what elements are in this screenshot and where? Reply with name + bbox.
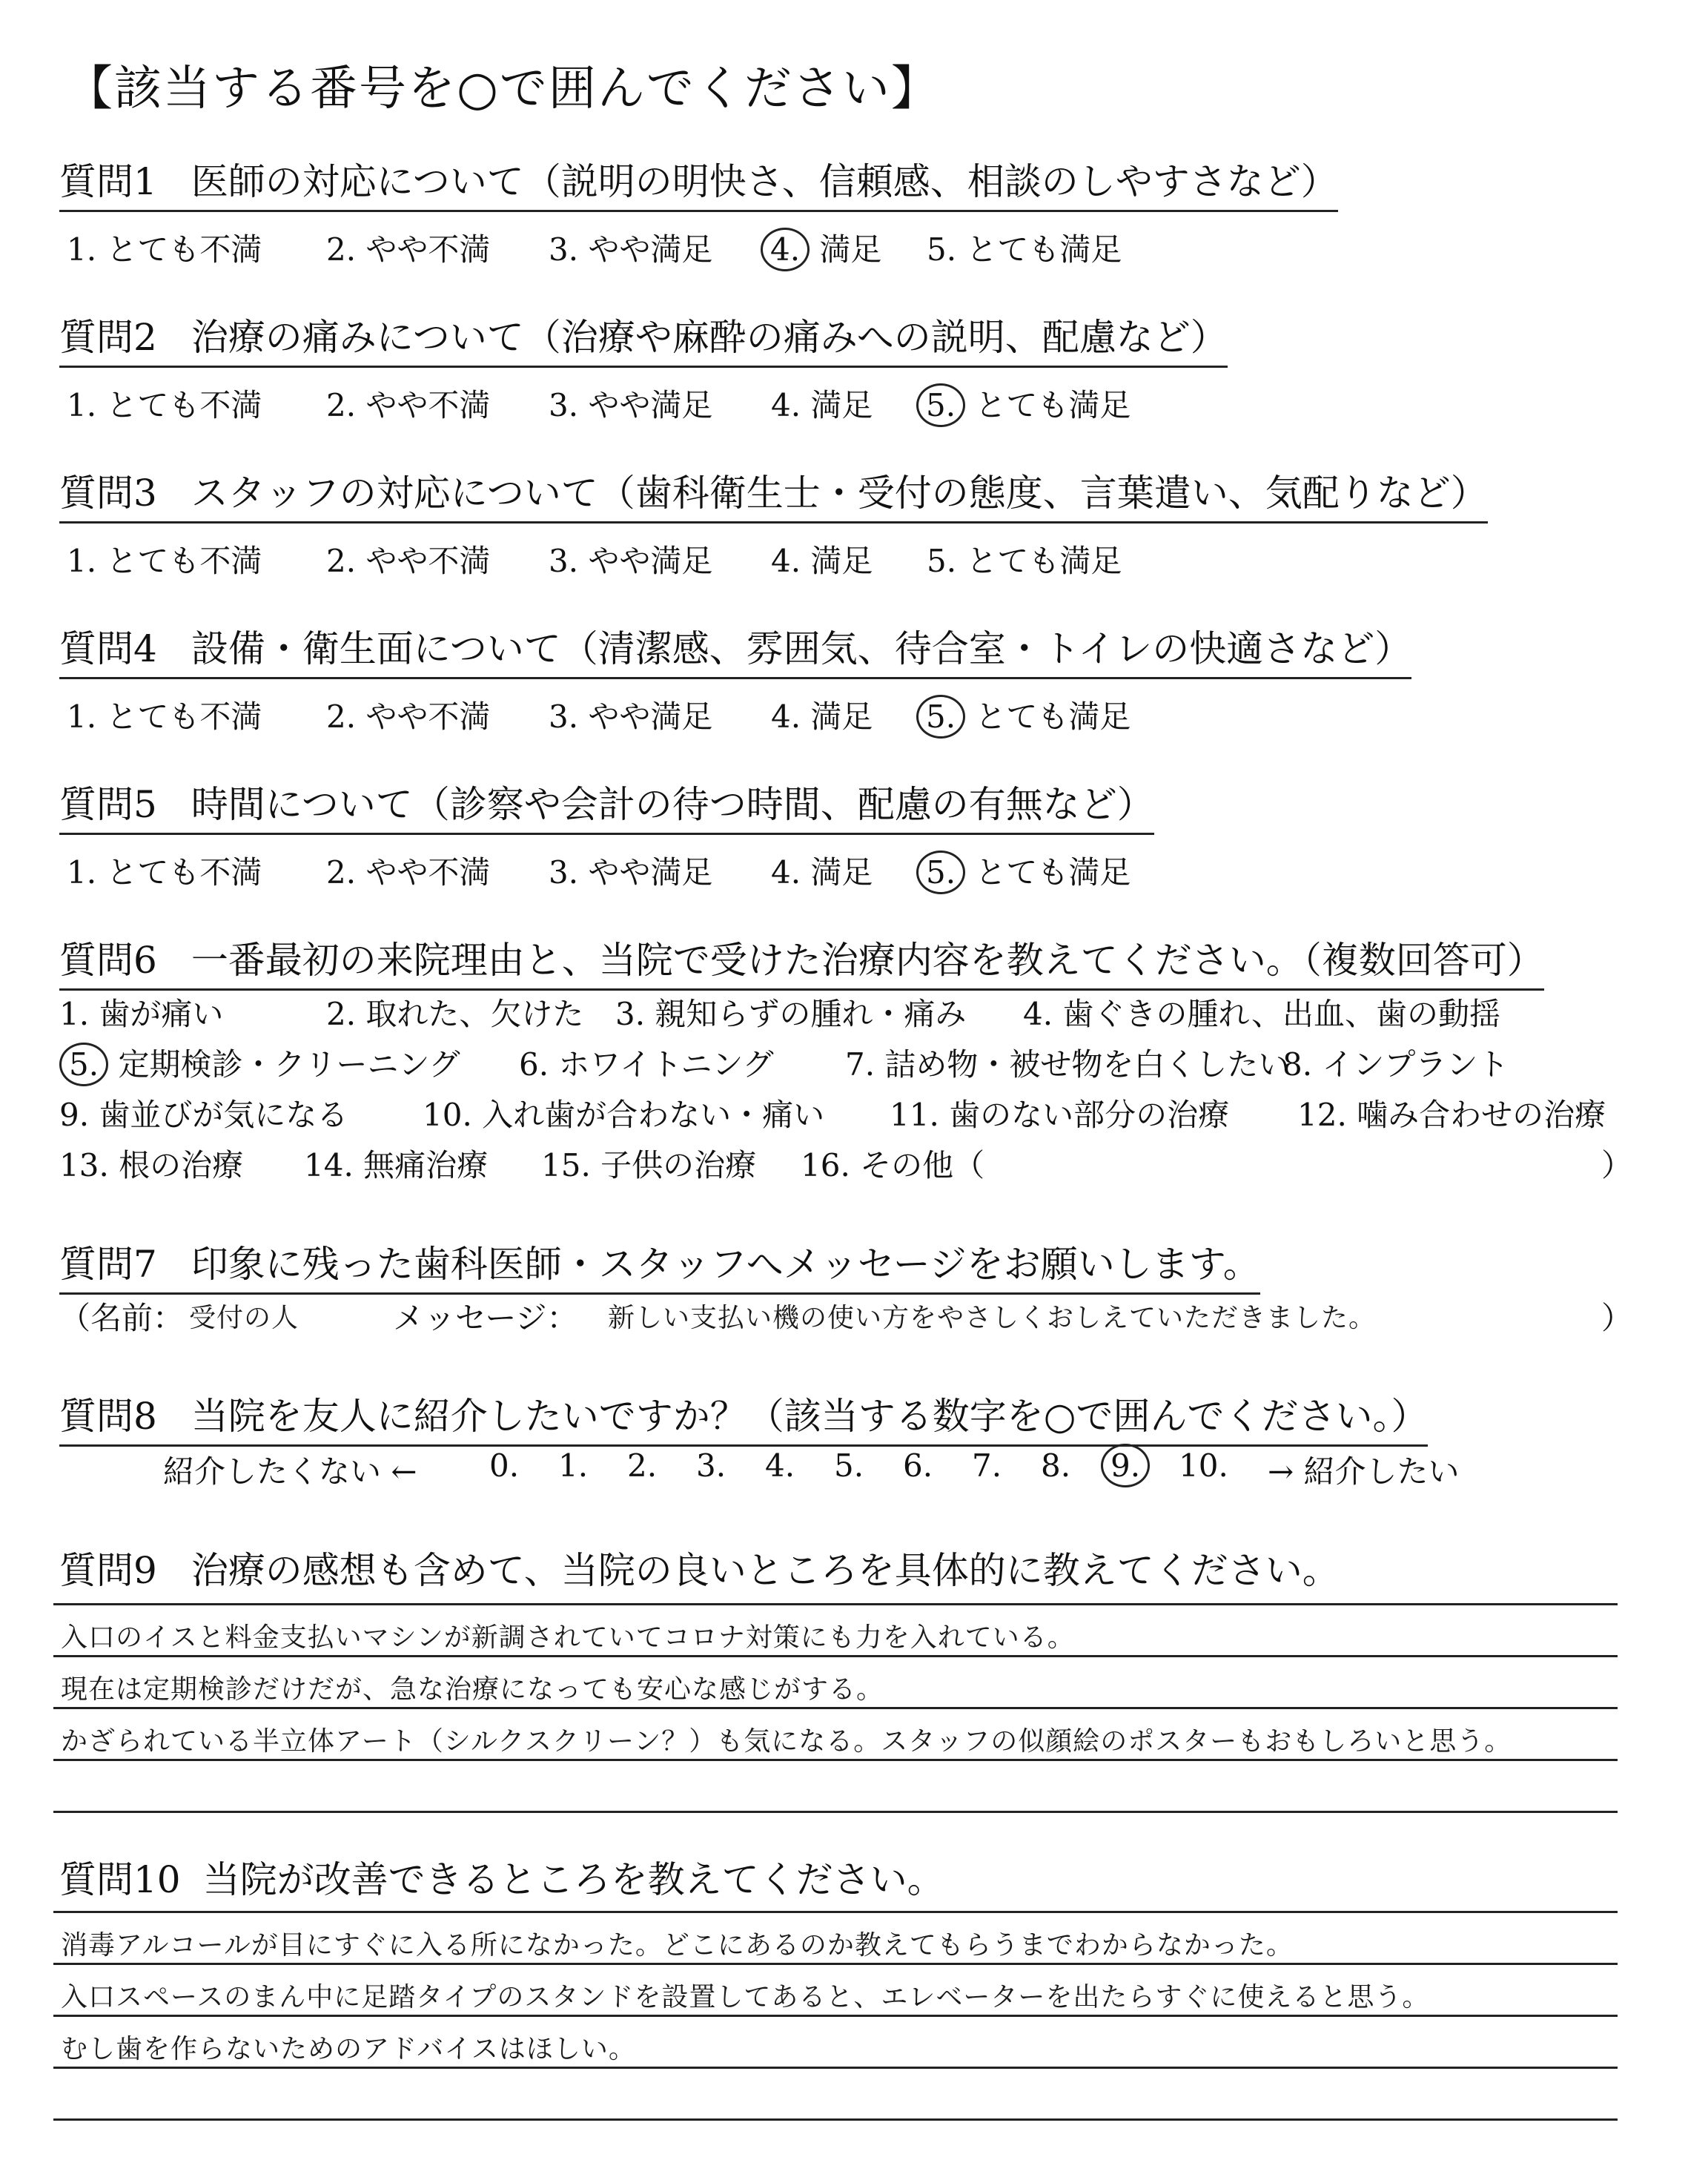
score-5[interactable]: 5. xyxy=(834,1447,864,1484)
circle-mark: 5. xyxy=(916,695,965,739)
question-6-row-3 xyxy=(59,1091,1653,1135)
score-0[interactable]: 0. xyxy=(489,1447,520,1484)
option-14[interactable]: 14. 無痛治療 xyxy=(304,1147,489,1183)
message-label: メッセージ： xyxy=(393,1300,578,1336)
answer-line xyxy=(53,1707,1618,1709)
question-6-text: 一番最初の来院理由と、当院で受けた治療内容を教えてください。（複数回答可） xyxy=(191,939,1544,982)
question-7-number: 質問7 xyxy=(59,1243,157,1286)
option-4[interactable]: 4. 満足 xyxy=(771,225,881,270)
option-2[interactable]: 2. 取れた、欠けた xyxy=(326,996,584,1032)
question-5-number: 質問5 xyxy=(59,783,157,826)
question-10-heading xyxy=(59,1850,944,1903)
left-label: 紹介したくない ← xyxy=(163,1453,417,1490)
option-13[interactable]: 13. 根の治療 xyxy=(59,1147,244,1183)
option-15[interactable]: 15. 子供の治療 xyxy=(541,1147,757,1183)
answer-text: 入口スペースのまん中に足踏タイプのスタンドを設置してあると、エレベーターを出たらすぐに使えると思う。 xyxy=(61,1982,1430,2012)
question-8-text: 当院を友人に紹介したいですか？（該当する数字を○で囲んでください。） xyxy=(191,1395,1429,1438)
score-7[interactable]: 7. xyxy=(972,1447,1002,1484)
score-9[interactable] xyxy=(1101,1447,1150,1484)
answer-line xyxy=(53,1655,1618,1657)
answer-line xyxy=(53,1811,1618,1813)
question-9-heading xyxy=(59,1541,1340,1594)
question-3-text: スタッフの対応について（歯科衛生士・受付の態度、言葉遣い、気配りなど） xyxy=(191,472,1488,515)
question-8-number: 質問8 xyxy=(59,1395,157,1438)
option-4[interactable]: 4. 満足 xyxy=(771,387,873,423)
circle-mark: 4. xyxy=(761,228,810,271)
question-2-text: 治療の痛みについて（治療や麻酔の痛みへの説明、配慮など） xyxy=(191,316,1228,359)
circle-mark: 9. xyxy=(1101,1444,1150,1487)
answer-line xyxy=(53,2118,1618,2121)
question-8 xyxy=(59,1387,1675,1490)
option-5[interactable]: 5. とても満足 xyxy=(927,543,1122,579)
question-7-heading xyxy=(59,1235,1260,1295)
question-2-options xyxy=(59,381,1228,423)
question-4-heading xyxy=(59,619,1411,679)
question-6-number: 質問6 xyxy=(59,939,157,982)
option-3[interactable]: 3. やや満足 xyxy=(549,543,713,579)
option-1[interactable]: 1. とても不満 xyxy=(67,231,262,268)
score-1[interactable]: 1. xyxy=(558,1447,589,1484)
question-10 xyxy=(59,1850,944,1903)
question-10-answer-area[interactable] xyxy=(53,1902,1618,2147)
option-8[interactable]: 8. インプラント xyxy=(1282,1046,1509,1083)
answer-text: 入口のイスと料金支払いマシンが新調されていてコロナ対策にも力を入れている。 xyxy=(61,1622,1075,1653)
option-4[interactable]: 4. 満足 xyxy=(771,698,873,735)
option-5[interactable]: 5. とても満足 xyxy=(927,693,1131,737)
answer-line xyxy=(53,1911,1618,1913)
message-close: ） xyxy=(1601,1300,1633,1336)
answer-line xyxy=(53,1963,1618,1965)
question-3-number: 質問3 xyxy=(59,472,157,515)
option-6[interactable]: 6. ホワイトニング xyxy=(519,1046,774,1083)
option-3[interactable]: 3. やや満足 xyxy=(549,854,713,891)
option-7[interactable]: 7. 詰め物・被せ物を白くしたい xyxy=(845,1046,1290,1083)
option-1[interactable]: 1. とても不満 xyxy=(67,698,262,735)
option-2[interactable]: 2. やや不満 xyxy=(326,543,491,579)
question-6-row-1 xyxy=(59,990,1653,1034)
option-4[interactable]: 4. 満足 xyxy=(771,543,873,579)
question-2-number: 質問2 xyxy=(59,316,157,359)
circle-mark: 5. xyxy=(59,1043,108,1086)
question-9-number: 質問9 xyxy=(59,1549,157,1592)
answer-line xyxy=(53,1603,1618,1605)
score-4[interactable]: 4. xyxy=(765,1447,795,1484)
question-5 xyxy=(59,775,1154,890)
answer-text: 現在は定期検診だけだが、急な治療になっても安心な感じがする。 xyxy=(61,1674,884,1705)
question-5-heading xyxy=(59,775,1154,835)
question-3-heading xyxy=(59,463,1488,524)
question-4-options xyxy=(59,693,1411,734)
option-16[interactable]: 16. その他（ xyxy=(801,1147,985,1183)
score-2[interactable]: 2. xyxy=(627,1447,658,1484)
option-1[interactable]: 1. とても不満 xyxy=(67,543,262,579)
option-2[interactable]: 2. やや不満 xyxy=(326,231,491,268)
question-8-scale xyxy=(59,1447,1675,1492)
question-1-heading xyxy=(59,152,1338,212)
option-3[interactable]: 3. やや満足 xyxy=(549,698,713,735)
score-3[interactable]: 3. xyxy=(696,1447,726,1484)
question-10-number: 質問10 xyxy=(59,1858,181,1901)
question-6-heading xyxy=(59,931,1544,991)
option-4[interactable]: 4. 満足 xyxy=(771,854,873,891)
question-3 xyxy=(59,463,1488,578)
option-12[interactable]: 12. 噛み合わせの治療 xyxy=(1297,1097,1606,1133)
name-label: （名前： xyxy=(59,1300,185,1336)
score-10[interactable]: 10. xyxy=(1179,1447,1228,1484)
circle-mark: 5. xyxy=(916,851,965,894)
question-5-text: 時間について（診察や会計の待つ時間、配慮の有無など） xyxy=(191,783,1154,826)
question-6-row-2 xyxy=(59,1040,1653,1085)
option-3[interactable]: 3. やや満足 xyxy=(549,231,713,268)
option-3[interactable]: 3. やや満足 xyxy=(549,387,713,423)
question-10-text: 当院が改善できるところを教えてください。 xyxy=(202,1858,944,1901)
score-6[interactable]: 6. xyxy=(903,1447,933,1484)
option-3[interactable]: 3. 親知らずの腫れ・痛み xyxy=(615,996,967,1032)
answer-line xyxy=(53,2015,1618,2017)
question-2 xyxy=(59,308,1228,423)
option-16-close: ） xyxy=(1601,1147,1633,1183)
question-4 xyxy=(59,619,1411,734)
answer-text: 消毒アルコールが目にすぐに入る所になかった。どこにあるのか教えてもらうまでわからなかった。 xyxy=(61,1930,1294,1961)
question-3-options xyxy=(59,537,1488,578)
question-6-row-4 xyxy=(59,1141,1653,1186)
option-2[interactable]: 2. やや不満 xyxy=(326,854,491,891)
option-9[interactable]: 9. 歯並びが気になる xyxy=(59,1097,348,1133)
question-4-number: 質問4 xyxy=(59,627,157,670)
question-8-heading xyxy=(59,1387,1428,1447)
question-7 xyxy=(59,1235,1675,1338)
option-5[interactable]: 5. とても満足 xyxy=(927,231,1122,268)
question-1-options xyxy=(59,225,1338,267)
question-2-heading xyxy=(59,308,1228,368)
message-value[interactable]: 新しい支払い機の使い方をやさしくおしえていただきました。 xyxy=(608,1303,1377,1333)
right-label: → 紹介したい xyxy=(1268,1453,1460,1490)
option-5[interactable]: 5. とても満足 xyxy=(927,848,1131,893)
option-10[interactable]: 10. 入れ歯が合わない・痛い xyxy=(423,1097,825,1133)
question-1 xyxy=(59,152,1338,267)
question-9-text: 治療の感想も含めて、当院の良いところを具体的に教えてください。 xyxy=(191,1549,1340,1592)
option-11[interactable]: 11. 歯のない部分の治療 xyxy=(890,1097,1230,1133)
option-5[interactable] xyxy=(59,1040,460,1085)
option-5[interactable]: 5. とても満足 xyxy=(927,381,1131,426)
name-value[interactable]: 受付の人 xyxy=(189,1303,299,1333)
answer-line xyxy=(53,1759,1618,1761)
answer-text: むし歯を作らないためのアドバイスはほしい。 xyxy=(61,2034,636,2064)
option-4[interactable]: 4. 歯ぐきの腫れ、出血、歯の動揺 xyxy=(1023,996,1500,1032)
question-7-text: 印象に残った歯科医師・スタッフへメッセージをお願いします。 xyxy=(191,1243,1260,1286)
form-title: 【該当する番号を○で囲んでください】 xyxy=(65,62,940,116)
option-2[interactable]: 2. やや不満 xyxy=(326,698,491,735)
score-8[interactable]: 8. xyxy=(1041,1447,1071,1484)
question-4-text: 設備・衛生面について（清潔感、雰囲気、待合室・トイレの快適さなど） xyxy=(191,627,1412,670)
answer-line xyxy=(53,2067,1618,2069)
circle-mark: 5. xyxy=(916,383,965,427)
option-5-label: 定期検診・クリーニング xyxy=(118,1046,460,1083)
question-6 xyxy=(59,931,1675,1198)
question-1-number: 質問1 xyxy=(59,160,157,203)
option-2[interactable]: 2. やや不満 xyxy=(326,387,491,423)
question-9-answer-area[interactable] xyxy=(53,1594,1618,1832)
question-1-text: 医師の対応について（説明の明快さ、信頼感、相談のしやすさなど） xyxy=(191,160,1338,203)
option-1[interactable]: 1. 歯が痛い xyxy=(59,996,224,1032)
option-1[interactable]: 1. とても不満 xyxy=(67,387,262,423)
answer-text: かざられている半立体アート（シルクスクリーン？）も気になる。スタッフの似顔絵のポスターもおもしろいと思う。 xyxy=(61,1726,1512,1757)
question-5-options xyxy=(59,848,1154,890)
option-1[interactable]: 1. とても不満 xyxy=(67,854,262,891)
question-9 xyxy=(59,1541,1340,1594)
